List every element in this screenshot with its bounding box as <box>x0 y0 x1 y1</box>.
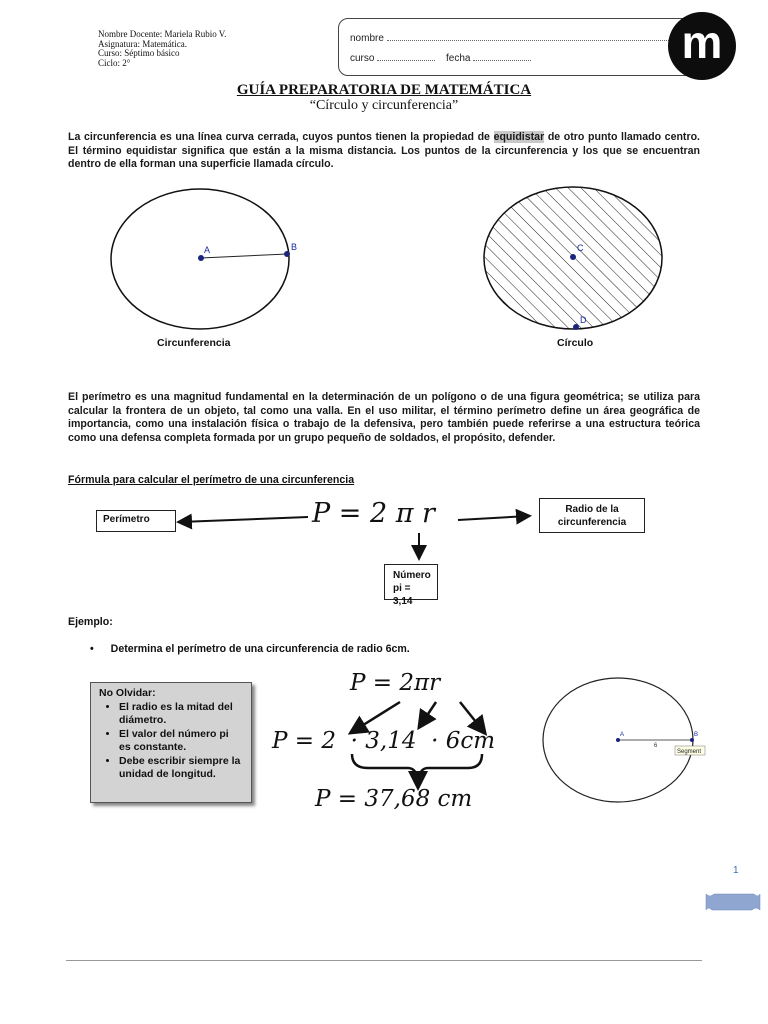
formula-arrows <box>0 490 768 570</box>
point-c <box>570 254 576 260</box>
intro-paragraph: La circunferencia es una línea curva cerrada, cuyos puntos tienen la propiedad de equidistar de otro punto llamado centro. El término equidistar significa que están a la misma distancia. Los puntos de la circunferencia y los que se encuentran dentro de ella forman una superficie llamada círculo. <box>68 131 700 170</box>
label-d: D <box>580 315 587 325</box>
formula-equation: P = 2 π r <box>312 498 435 529</box>
course: Curso: Séptimo básico <box>98 48 180 58</box>
page-title: GUÍA PREPARATORIA DE MATEMÁTICA <box>236 82 532 98</box>
point-b <box>284 251 290 257</box>
arrow-to-radio <box>458 516 528 520</box>
solution-line2: P = 2 · 3,14 · 6cm <box>272 728 496 754</box>
footer-divider <box>66 960 702 961</box>
highlight-equidistar: equidistar <box>493 131 545 143</box>
small-label-a: A <box>620 732 625 738</box>
small-label-b: B <box>694 732 699 738</box>
segment-tooltip: Segment <box>677 749 702 755</box>
name-field[interactable] <box>350 32 677 44</box>
circulo-figure <box>484 187 662 330</box>
student-info-box <box>338 18 725 76</box>
example-label: Ejemplo: <box>68 616 113 628</box>
bullet-icon: • <box>90 643 94 655</box>
page-subtitle: “Círculo y circunferencia” <box>309 98 459 113</box>
pi-box: Número pi = 3,14 <box>384 564 438 600</box>
label-a: A <box>204 245 211 255</box>
course-field[interactable] <box>350 52 435 64</box>
example-circle-figure <box>540 676 710 816</box>
point-a <box>198 255 204 261</box>
solution-line3: P = 37,68 cm <box>315 786 473 812</box>
name-field-label: nombre <box>350 33 384 44</box>
date-field[interactable] <box>446 52 531 64</box>
course-field-label: curso <box>350 53 375 64</box>
reminder-item: • El radio es la mitad del diámetro. <box>119 701 243 728</box>
formula-heading: Fórmula para calcular el perímetro de una circunferencia <box>68 474 355 486</box>
date-field-label: fecha <box>446 53 471 64</box>
arrow-to-perimetro <box>180 517 308 522</box>
caption-circulo: Círculo <box>557 337 594 349</box>
example-task: • Determina el perímetro de una circunferencia de radio 6cm. <box>90 643 410 655</box>
reminder-list <box>99 701 243 782</box>
label-b: B <box>291 242 298 252</box>
circunferencia-figure <box>111 189 297 329</box>
label-c: C <box>577 243 584 253</box>
reminder-title: No Olvidar: <box>99 687 156 699</box>
point-d <box>573 324 579 330</box>
small-radius-label: 6 <box>654 743 658 749</box>
caption-circunferencia: Circunferencia <box>157 337 231 349</box>
logo: m <box>668 12 736 80</box>
perimeter-paragraph: El perímetro es una magnitud fundamental en la determinación de un polígono o de una figura geométrica; se utiliza para calcular la frontera de un objeto, tal como una valla. En el uso militar, el término perímetro define un área geográfica de importancia, como una instalación física o trabajo de la defensiva, pero también puede referirse a una estructura teórica como una defensa completa formada por un grupo pequeño de soldados, el propósito, defender. <box>68 391 700 444</box>
cycle: Ciclo: 2° <box>98 57 131 68</box>
teacher-name: Nombre Docente: Mariela Rubio V. <box>98 29 227 39</box>
radio-box: Radio de la circunferencia <box>539 498 645 533</box>
reminder-box <box>90 682 252 803</box>
curly-brace <box>352 754 482 780</box>
page-number: 1 <box>733 865 739 876</box>
subject: Asignatura: Matemática. <box>98 38 187 49</box>
circle-figures <box>0 180 768 350</box>
perimetro-box: Perímetro <box>96 510 176 532</box>
page-tab-decoration <box>704 890 762 914</box>
reminder-item: • Debe escribir siempre la unidad de longitud. <box>119 755 243 782</box>
header-info <box>98 30 226 68</box>
reminder-item: • El valor del número pi es constante. <box>119 728 243 755</box>
solution-arrows <box>260 690 520 800</box>
solution-line1: P = 2πr <box>350 670 441 696</box>
